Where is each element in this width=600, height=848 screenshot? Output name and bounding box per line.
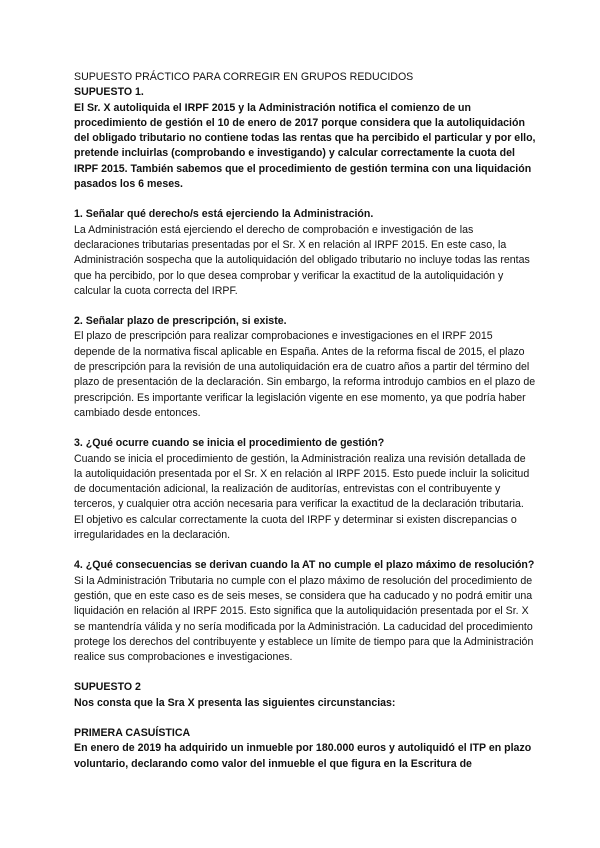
supuesto-1-heading: SUPUESTO 1.	[74, 86, 144, 99]
supuesto-2-heading: SUPUESTO 2	[74, 681, 141, 694]
answer-3: Cuando se inicia el procedimiento de gestión, la Administración realiza una revisión detallada de la autoliquidación presentada por el Sr. X en relación al IRPF 2015. Esto puede incluir la solicitud de documentación adicional, la realización de auditorías, entrevistas con el contribuyente y terceros, y cualquier otra acción necesaria para verificar la exactitud de la declaración tributaria. El objetivo es calcular correctamente la cuota del IRPF y determinar si existen discrepancias o irregularidades en la declaración.	[74, 452, 530, 542]
document-title: SUPUESTO PRÁCTICO PARA CORREGIR EN GRUPOS REDUCIDOS	[74, 71, 414, 83]
question-4: 4. ¿Qué consecuencias se derivan cuando la AT no cumple el plazo máximo de resolución?	[74, 559, 535, 572]
supuesto-2-intro: Nos consta que la Sra X presenta las siguientes circunstancias:	[74, 696, 396, 709]
question-1: 1. Señalar qué derecho/s está ejerciendo la Administración.	[74, 208, 374, 221]
answer-4: Si la Administración Tributaria no cumple con el plazo máximo de resolución del procedimiento de gestión, que en este caso es de seis meses, se considera que ha caducado y no podrá emitir una liquidación en relación al IRPF 2015. Esto significa que la autoliquidación presentada por el Sr. X se mantendría válida y no sería modificada por la Administración. La caducidad del procedimiento protege los derechos del contribuyente y establece un límite de tiempo para que la Administración realice sus comprobaciones e investigaciones.	[74, 574, 534, 664]
answer-1: La Administración está ejerciendo el derecho de comprobación e investigación de las declaraciones tributarias presentadas por el Sr. X en relación al IRPF 2015. En este caso, la Administración sospecha que la autoliquidación del obligado tributario no incluye todas las rentas que ha percibido, por lo que desea comprobar y verificar la exactitud de la autoliquidación y calcular la cuota correcta del IRPF.	[74, 223, 530, 297]
answer-2: El plazo de prescripción para realizar comprobaciones e investigaciones en el IRPF 2015 depende de la normativa fiscal aplicable en España. Antes de la reforma fiscal de 2015, el plazo de prescripción para la revisión de una autoliquidación era de cuatro años a partir del término del plazo de presentación de la declaración. Sin embargo, la reforma introdujo cambios en el plazo de prescripción. Es importante verificar la legislación vigente en ese momento, ya que podría haber cambiado desde entonces.	[74, 330, 536, 419]
question-3: 3. ¿Qué ocurre cuando se inicia el procedimiento de gestión?	[74, 437, 385, 450]
question-2: 2. Señalar plazo de prescripción, si existe.	[74, 315, 287, 328]
primera-casuistica-text: En enero de 2019 ha adquirido un inmueble por 180.000 euros y autoliquidó el ITP en plazo voluntario, declarando como valor del inmueble el que figura en la Escritura de	[74, 742, 532, 770]
document-page	[74, 70, 536, 772]
primera-casuistica-heading: PRIMERA CASUÍSTICA	[74, 726, 191, 739]
supuesto-1-intro: El Sr. X autoliquida el IRPF 2015 y la Administración notifica el comienzo de un procedimiento de gestión el 10 de enero de 2017 porque considera que la autoliquidación del obligado tributario no contiene todas las rentas que ha percibido el particular y por ello, pretende incluirlas (comprobando e investigando) y calcular correctamente la cuota del IRPF 2015. También sabemos que el procedimiento de gestión termina con una liquidación pasados los 6 meses.	[74, 101, 536, 191]
